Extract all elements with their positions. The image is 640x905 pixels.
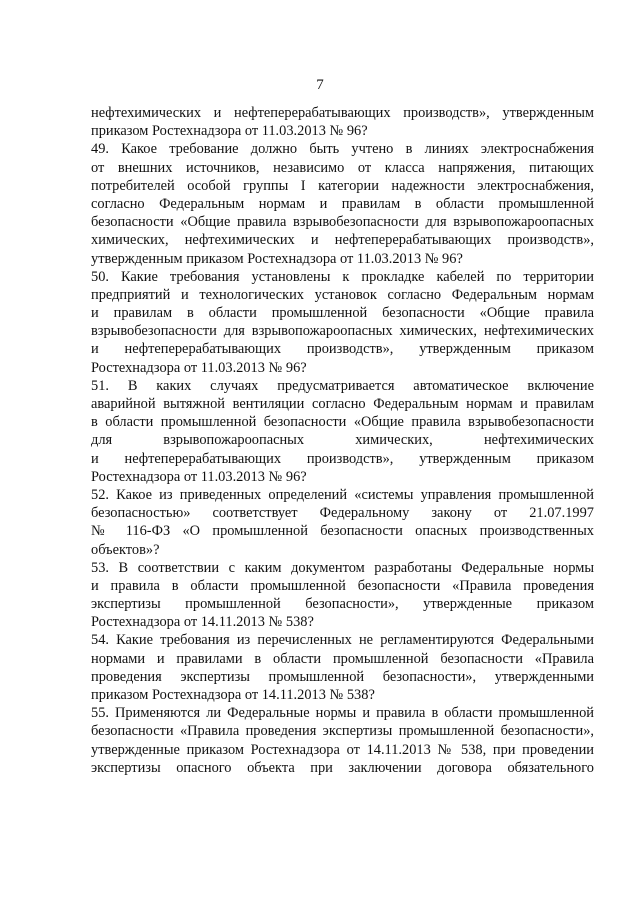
text-line: нефтехимических и нефтеперерабатывающих производств», утвержденным (91, 105, 594, 121)
question-item (91, 104, 594, 140)
text-line: утвержденные приказом Ростехнадзора от 14.11.2013 № 538, при проведении (91, 741, 594, 758)
question-item (91, 377, 594, 486)
text-line: 51. В каких случаях предусматривается автоматическое включение (91, 377, 594, 394)
text-line: от внешних источников, независимо от класса напряжения, питающих (91, 159, 594, 176)
text-line: 49. Какое требование должно быть учтено в линиях электроснабжения (91, 141, 594, 158)
text-line: согласно Федеральным нормам и правилам в области промышленной (91, 195, 594, 212)
question-item (91, 140, 594, 267)
text-line: безопасности «Правила проведения экспертизы промышленной безопасности», (91, 723, 594, 740)
text-line: потребителей особой группы I категории надежности электроснабжения, (91, 177, 594, 194)
text-line: приказом Ростехнадзора от 14.11.2013 № 538? (91, 687, 375, 703)
text-line: аварийной вытяжной вентиляции согласно Федеральным нормам и правилам (91, 396, 594, 412)
question-item (91, 704, 594, 777)
text-line: и нефтеперерабатывающих производств», утвержденным приказом (91, 450, 594, 467)
text-line: взрывобезопасности для взрывопожароопасных химических, нефтехимических (91, 323, 594, 340)
text-line: предприятий и технологических установок согласно Федеральным нормам (91, 286, 594, 303)
text-line: 50. Какие требования установлены к прокладке кабелей по территории (91, 268, 594, 285)
text-line: Ростехнадзора от 14.11.2013 № 538? (91, 614, 314, 631)
text-line: в области промышленной безопасности «Общие правила взрывобезопасности (91, 414, 594, 431)
text-line: химических, нефтехимических и нефтеперерабатывающих производств», (91, 232, 594, 249)
text-line: экспертизы опасного объекта при заключении договора обязательного (91, 759, 594, 776)
text-line: нормами и правилами в области промышленной безопасности «Правила (91, 650, 594, 667)
text-line: проведения экспертизы промышленной безопасности», утвержденными (91, 668, 594, 685)
text-line: объектов»? (91, 541, 160, 558)
text-line: № 116-ФЗ «О промышленной безопасности опасных производственных (91, 523, 594, 540)
text-line: безопасностью» соответствует Федеральному закону от 21.07.1997 (91, 505, 594, 522)
text-line: Ростехнадзора от 11.03.2013 № 96? (91, 468, 307, 485)
question-item (91, 631, 594, 704)
text-line: и правилам в области промышленной безопасности «Общие правила (91, 305, 594, 322)
text-line: приказом Ростехнадзора от 11.03.2013 № 96? (91, 123, 368, 140)
question-item (91, 559, 594, 632)
page-number: 7 (316, 77, 324, 93)
text-line: 54. Какие требования из перечисленных не регламентируются Федеральными (91, 632, 594, 649)
text-line: 52. Какое из приведенных определений «системы управления промышленной (91, 486, 594, 503)
question-item (91, 268, 594, 377)
text-line: и правила в области промышленной безопасности «Правила проведения (91, 577, 594, 594)
text-line: безопасности «Общие правила взрывобезопасности для взрывопожароопасных (91, 214, 594, 231)
text-line: и нефтеперерабатывающих производств», утвержденным приказом (91, 341, 594, 358)
text-line: 55. Применяются ли Федеральные нормы и правила в области промышленной (91, 705, 594, 722)
text-line: Ростехнадзора от 11.03.2013 № 96? (91, 359, 307, 376)
question-item (91, 486, 594, 559)
text-line: для взрывопожароопасных химических, нефтехимических (91, 432, 594, 449)
text-line: экспертизы промышленной безопасности», утвержденные приказом (91, 596, 594, 613)
document-body (91, 104, 594, 777)
text-line: утвержденным приказом Ростехнадзора от 11.03.2013 № 96? (91, 250, 463, 267)
text-line: 53. В соответствии с каким документом разработаны Федеральные нормы (91, 559, 594, 576)
